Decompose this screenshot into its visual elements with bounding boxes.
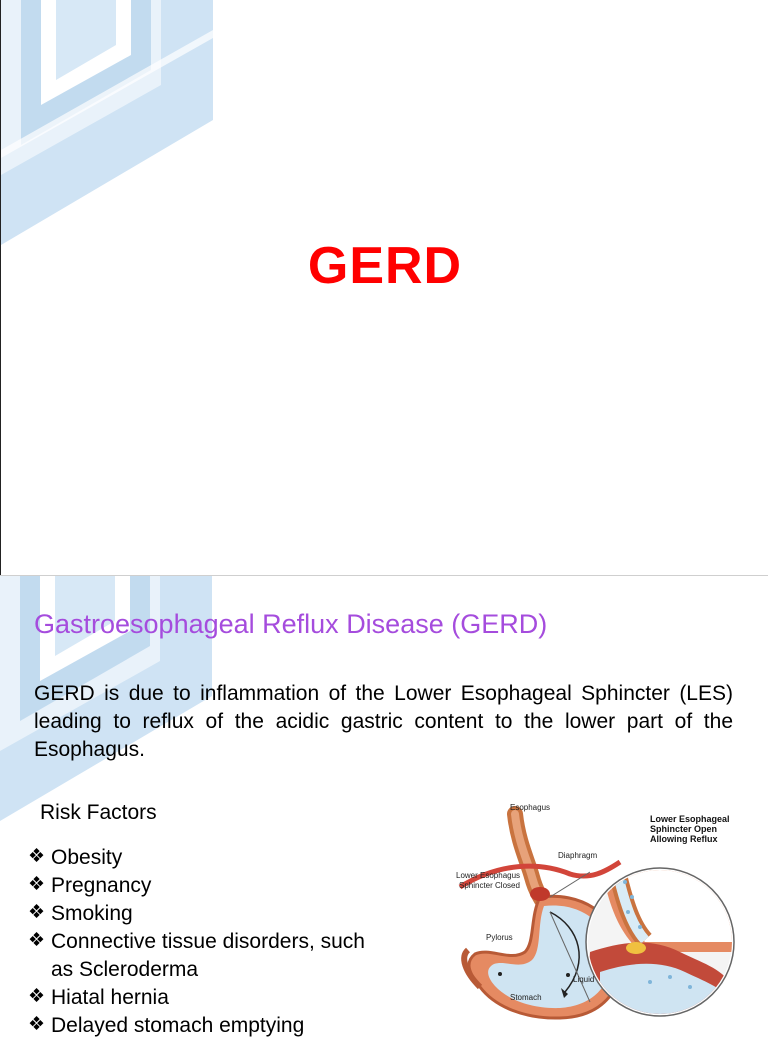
slide-title: GERD [307, 237, 463, 295]
definition-paragraph: GERD is due to inflammation of the Lower Esophageal Sphincter (LES) leading to reflux of the acidic gastric content to the lower part of the Esophagus. [34, 682, 733, 761]
gerd-anatomy-diagram [440, 802, 760, 1024]
slide-corner-decoration [1, 0, 231, 260]
label-sphincter-open-line3: Allowing Reflux [650, 834, 718, 844]
label-stomach: Stomach [510, 993, 542, 1002]
label-sphincter-open-line1: Lower Esophageal [650, 814, 730, 824]
slide-heading: Gastroesophageal Reflux Disease (GERD) [34, 609, 548, 639]
diamond-bullet-icon: ❖ [28, 874, 46, 895]
diamond-bullet-icon: ❖ [28, 1014, 46, 1035]
diamond-bullet-icon: ❖ [28, 986, 46, 1007]
content-slide [0, 576, 768, 1037]
list-item: ❖ Obesity [28, 846, 123, 869]
diamond-bullet-icon: ❖ [28, 846, 46, 867]
label-sphincter-open-line2: Sphincter Open [650, 824, 718, 834]
label-esophagus: Esophagus [510, 803, 551, 812]
label-liquid: Liquid [573, 975, 595, 984]
diamond-bullet-icon: ❖ [28, 902, 46, 923]
list-item: ❖ Delayed stomach emptying [28, 1014, 305, 1037]
list-item: ❖ Pregnancy [28, 874, 152, 897]
label-pylorus: Pylorus [486, 933, 513, 942]
risk-factors-title: Risk Factors [40, 801, 157, 824]
list-item: ❖ Hiatal hernia [28, 986, 169, 1009]
diamond-bullet-icon: ❖ [28, 930, 46, 951]
label-sphincter-closed-line2: Sphincter Closed [459, 881, 520, 890]
risk-factors-list [28, 844, 368, 1040]
label-sphincter-closed-line1: Lower Esophagus [456, 871, 521, 880]
list-item: ❖ Connective tissue disorders, such as Scleroderma [28, 930, 365, 981]
list-item: ❖ Smoking [28, 902, 133, 925]
label-diaphragm: Diaphragm [558, 851, 598, 860]
